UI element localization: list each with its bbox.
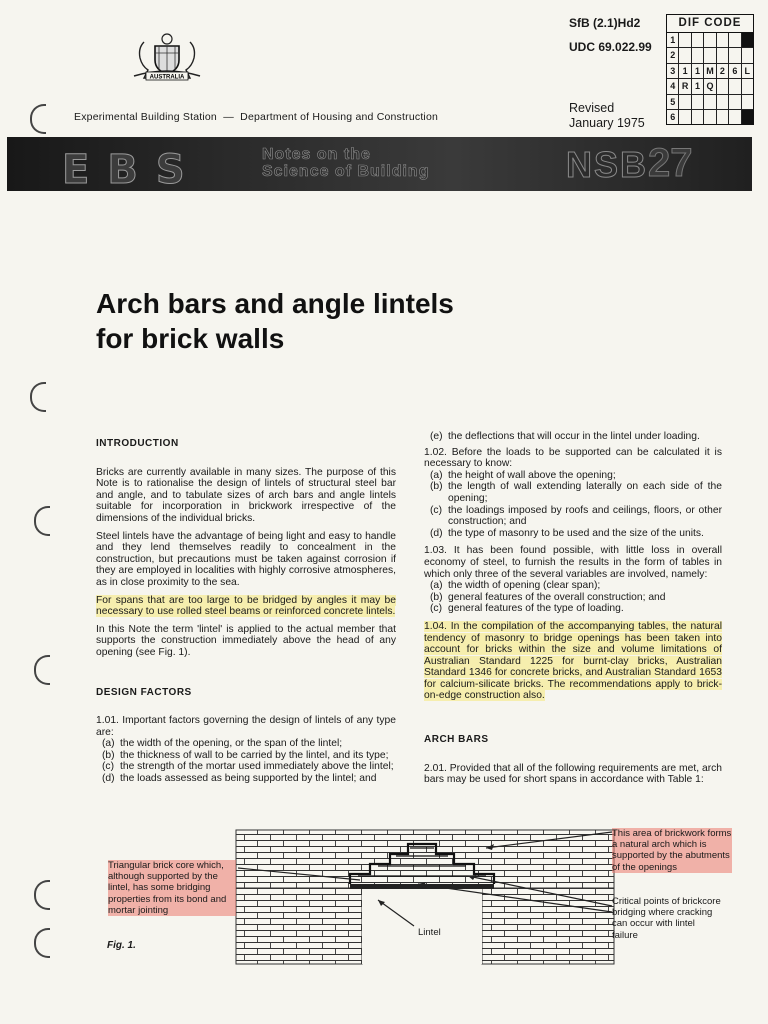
- list-text: the thickness of wall to be carried by the lintel, and its type;: [120, 749, 389, 761]
- punch-hole: [34, 655, 50, 685]
- highlighted-text: 1.04. In the compilation of the accompanying tables, the natural tendency of masonry to bridge openings has been taken into account for bricks within the size and volume limitations of Australian Standard 1225 for burnt-clay bricks, Australian Standard 1346 for concrete bricks, and Australian Standard 1653 for calcium-silicate bricks. The recommendations apply to brick-on-edge construction also.: [424, 620, 722, 702]
- dif-code-row: [667, 33, 753, 48]
- dif-code-cell: 1: [679, 64, 691, 78]
- list-item: [424, 603, 722, 615]
- list-item: [424, 580, 722, 592]
- dif-code-cell: [692, 110, 704, 124]
- dif-code-row: [667, 48, 753, 63]
- list-item: [96, 761, 396, 773]
- natural-arch-callout: This area of brickwork forms a natural arch which is supported by the abutments of the openings: [612, 828, 732, 873]
- figure-caption: Fig. 1.: [107, 940, 136, 951]
- list-item-e: [424, 431, 722, 443]
- punch-hole: [34, 928, 50, 958]
- intro-paragraph-1: Bricks are currently available in many sizes. The purpose of this Note is to rationalise the design of lintels of structural steel bar and angle, and to tabulate sizes of arch bars and angle lintels suitable for incorporation in brickwork irrespective of the dimensions of the individual bricks.: [96, 466, 396, 524]
- punch-hole: [34, 506, 50, 536]
- highlighted-text: For spans that are too large to be bridged by angles it may be necessary to use rolled steel beams or reinforced concrete lintels.: [96, 594, 396, 618]
- dif-code-cell: [717, 48, 729, 62]
- dif-code-cell: [729, 33, 741, 47]
- crest-text: AUSTRALIA: [149, 74, 185, 81]
- list-marker: (b): [430, 481, 443, 493]
- banner-series-line1: Notes on the: [262, 146, 371, 163]
- right-column: [424, 431, 722, 792]
- dif-code-cell: [729, 110, 741, 124]
- page-title: [96, 286, 576, 356]
- dif-code-cell: [717, 79, 729, 93]
- dif-code-cell: [679, 33, 691, 47]
- title-line1: Arch bars and angle lintels: [96, 288, 454, 319]
- lintel-label: Lintel: [418, 927, 441, 938]
- list-text: the type of masonry to be used and the size of the units.: [448, 527, 704, 539]
- dif-code-cell: 1: [667, 33, 679, 47]
- dif-code-cell: [679, 95, 691, 109]
- dif-code-cell: [729, 79, 741, 93]
- list-marker: (c): [430, 504, 443, 516]
- design-factors-heading: DESIGN FACTORS: [96, 686, 192, 698]
- list-item: [96, 738, 396, 750]
- loads-list: [424, 470, 722, 540]
- banner-nsb: NSB: [566, 144, 649, 185]
- dif-code-cell: 3: [667, 64, 679, 78]
- list-text: the deflections that will occur in the lintel under loading.: [448, 431, 700, 442]
- dif-code-cell: [742, 110, 753, 124]
- dif-code-cell: [717, 95, 729, 109]
- dif-code-row: [667, 64, 753, 79]
- list-item: [96, 750, 396, 762]
- dif-code-cell: 1: [692, 64, 704, 78]
- list-marker: (a): [430, 580, 443, 592]
- list-text: the strength of the mortar used immediately above the lintel;: [120, 761, 394, 773]
- list-item: [424, 528, 722, 540]
- udc-code: UDC 69.022.99: [569, 40, 652, 54]
- banner-ebs-logo: EBS: [62, 147, 203, 193]
- dif-code-cell: [704, 95, 716, 109]
- list-item: [424, 431, 722, 443]
- list-text: general features of the overall construction; and: [448, 591, 666, 603]
- organization-line: [74, 111, 438, 123]
- dif-code-cell: M: [704, 64, 716, 78]
- dif-code-cell: 5: [667, 95, 679, 109]
- list-marker: (e): [430, 431, 443, 442]
- design-paragraph-1: 1.01. Important factors governing the design of lintels of any type are:: [96, 715, 396, 738]
- design-factors-list: [96, 738, 396, 784]
- list-marker: (b): [430, 591, 443, 603]
- dif-code-cell: [704, 48, 716, 62]
- revised-date: January 1975: [569, 116, 645, 130]
- list-text: general features of the type of loading.: [448, 603, 624, 615]
- dif-code-cell: [679, 48, 691, 62]
- revised-block: [569, 101, 645, 131]
- department-name: Department of Housing and Construction: [240, 111, 439, 123]
- dif-code-row: [667, 95, 753, 110]
- dif-code-cell: [717, 110, 729, 124]
- intro-paragraph-3: [96, 595, 396, 618]
- revised-label: Revised: [569, 101, 615, 115]
- coat-of-arms-logo: [126, 32, 208, 84]
- banner-series-title: [262, 146, 429, 180]
- paragraph-1-02: 1.02. Before the loads to be supported can be calculated it is necessary to know:: [424, 446, 722, 470]
- list-marker: (d): [102, 773, 115, 785]
- dif-code-cell: [692, 95, 704, 109]
- list-item: [424, 592, 722, 604]
- list-text: the loadings imposed by roofs and ceilings, floors, or other construction; and: [448, 504, 722, 528]
- list-item: [424, 505, 722, 528]
- dif-code-cell: L: [744, 65, 750, 76]
- list-text: the width of opening (clear span);: [448, 580, 601, 592]
- paragraph-2-01: 2.01. Provided that all of the following requirements are met, arch bars may be used for short spans in accordance with Table 1:: [424, 762, 722, 786]
- dif-code-cell: [742, 95, 753, 109]
- dif-code-cell: Q: [704, 79, 716, 93]
- list-text: the height of wall above the opening;: [448, 469, 616, 481]
- variables-list: [424, 580, 722, 615]
- list-marker: (c): [102, 761, 115, 773]
- dif-code-cell: 1: [692, 79, 704, 93]
- list-text: the loads assessed as being supported by the lintel; and: [120, 773, 377, 785]
- separator: —: [223, 111, 234, 123]
- punch-hole: [34, 880, 50, 910]
- list-marker: (c): [430, 603, 443, 615]
- dif-code-cell: [729, 95, 741, 109]
- list-item: [424, 481, 722, 504]
- dif-code-cell: [742, 33, 753, 47]
- paragraph-1-04: [424, 621, 722, 702]
- dif-code-cell: [717, 33, 729, 47]
- list-text: the width of the opening, or the span of the lintel;: [120, 738, 343, 750]
- banner-series-line2: Science of Building: [262, 163, 430, 180]
- dif-code-cell: [742, 79, 753, 93]
- dif-code-cell: [692, 33, 704, 47]
- punch-hole: [30, 382, 46, 412]
- list-marker: (a): [430, 469, 443, 481]
- dif-code-cell: 2: [717, 64, 729, 78]
- paragraph-1-03: 1.03. It has been found possible, with little loss in overall economy of steel, to furnish the results in the form of tables in which only three of the several variables are involved, namely:: [424, 545, 722, 580]
- dif-code-cell: 6: [729, 64, 741, 78]
- dif-code-row: [667, 79, 753, 94]
- dif-code-cell: 2: [667, 48, 679, 62]
- list-text: the length of wall extending laterally on each side of the opening;: [448, 481, 722, 504]
- dif-code-cell: [692, 48, 704, 62]
- list-item: [96, 773, 396, 785]
- banner-number: 27: [648, 141, 693, 185]
- sfb-code: SfB (2.1)Hd2: [569, 16, 641, 30]
- dif-code-cell: 6: [667, 110, 679, 124]
- dif-code-cell: [704, 33, 716, 47]
- dif-code-cell: 4: [667, 79, 679, 93]
- title-line2: for brick walls: [96, 323, 285, 354]
- dif-code-cell: [729, 48, 741, 62]
- list-item: [424, 470, 722, 482]
- triangular-core-callout: Triangular brick core which, although supported by the lintel, has some bridging properties from its bond and mortar jointing: [108, 860, 236, 916]
- left-column: [96, 438, 396, 791]
- dif-code-cell: R: [679, 79, 691, 93]
- intro-paragraph-2: Steel lintels have the advantage of being light and easy to handle and they lend themselves readily to concealment in the construction, but precautions must be taken against corrosion if they are employed in localities with highly corrosive atmospheres, as in close proximity to the sea.: [96, 530, 396, 588]
- list-marker: (b): [102, 749, 115, 761]
- critical-points-note: Critical points of brickcore bridging where cracking can occur with lintel failure: [612, 896, 721, 941]
- intro-paragraph-4: In this Note the term 'lintel' is applied to the actual member that supports the construction immediately above the head of any opening (see Fig. 1).: [96, 623, 396, 658]
- arch-bars-heading: ARCH BARS: [424, 734, 489, 746]
- dif-code-cell: [704, 110, 716, 124]
- dif-code-cell: [679, 110, 691, 124]
- list-marker: (a): [102, 738, 115, 750]
- list-marker: (d): [430, 527, 443, 539]
- dif-code-title: DIF CODE: [667, 15, 753, 33]
- introduction-heading: INTRODUCTION: [96, 438, 179, 449]
- punch-hole: [30, 104, 46, 134]
- dif-code-grid: [666, 14, 754, 125]
- dif-code-row: [667, 110, 753, 124]
- dif-code-cell: [742, 48, 753, 62]
- organization-name: Experimental Building Station: [74, 111, 217, 123]
